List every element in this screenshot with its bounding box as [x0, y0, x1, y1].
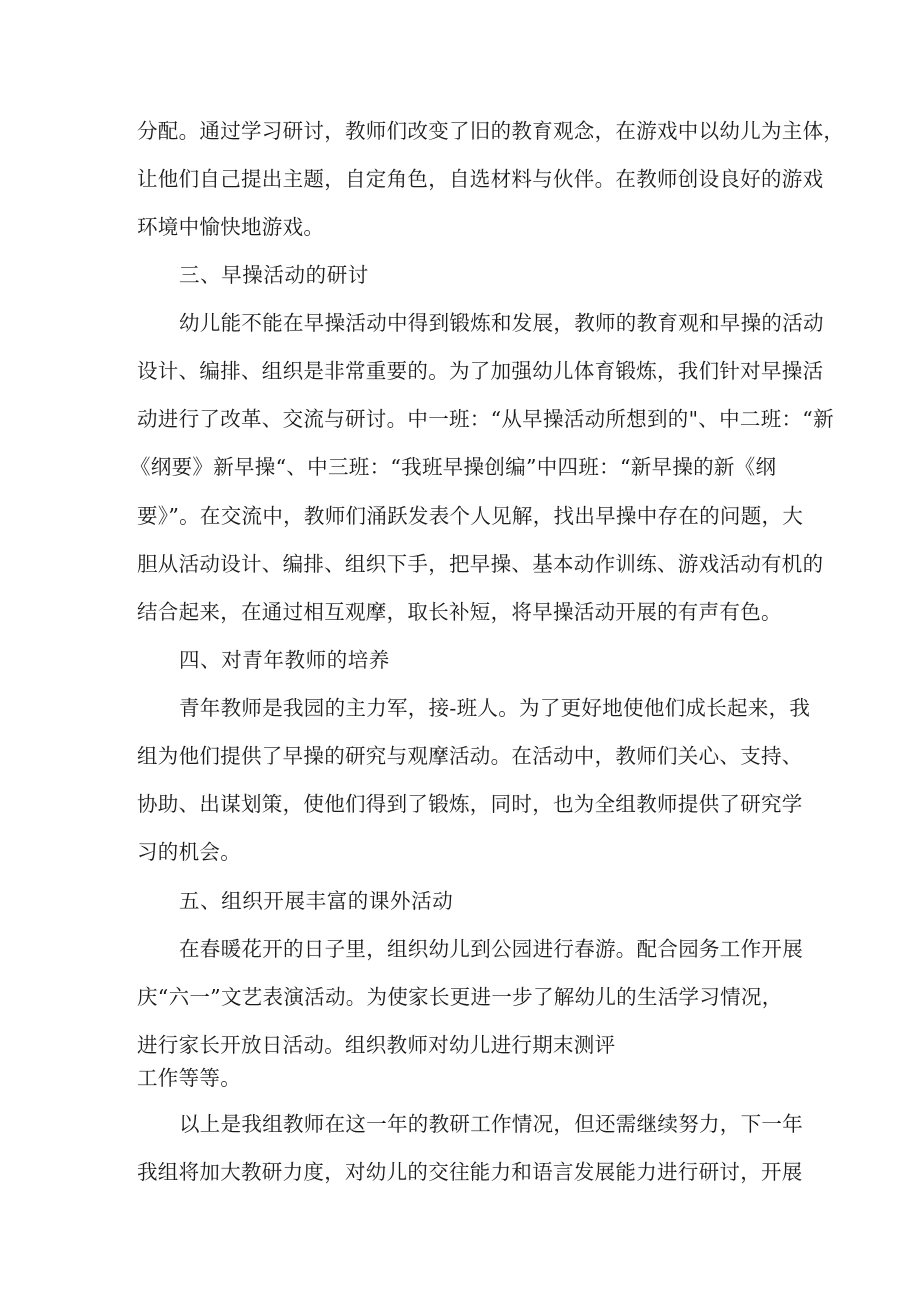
- paragraph-line: 组为他们提供了早操的研究与观摩活动。在活动中，教师们关心、支持、: [137, 744, 803, 768]
- paragraph-line: 青年教师是我园的主力军，接-班人。为了更好地使他们成长起来，我: [179, 696, 811, 720]
- paragraph-line: 庆“六一”文艺表演活动。为使家长更进一步了解幼儿的生活学习情况，: [137, 985, 783, 1009]
- paragraph-line: 我组将加大教研力度，对幼儿的交往能力和语言发展能力进行研讨，开展: [137, 1160, 803, 1184]
- paragraph-line: 分配。通过学习研讨，教师们改变了旧的教育观念，在游戏中以幼儿为主体，: [137, 119, 845, 143]
- paragraph-line: 工作等等。: [137, 1066, 241, 1090]
- paragraph-line: 习的机会。: [137, 840, 241, 864]
- section-heading: 三、早操活动的研讨: [179, 263, 369, 287]
- paragraph-line: 幼儿能不能在早操活动中得到锻炼和发展，教师的教育观和早操的活动: [179, 311, 824, 335]
- paragraph-line: 胆从活动设计、编排、组织下手，把早操、基本动作训练、游戏活动有机的: [137, 552, 824, 576]
- section-heading: 五、组织开展丰富的课外活动: [179, 889, 454, 913]
- paragraph-line: 结合起来，在通过相互观摩，取长补短，将早操活动开展的有声有色。: [137, 600, 782, 624]
- paragraph-line: 动进行了改革、交流与研讨。中一班：“从早操活动所想到的"、中二班：“新: [137, 407, 834, 431]
- paragraph-line: 在春暖花开的日子里，组织幼儿到公园进行春游。配合园务工作开展: [179, 937, 803, 961]
- paragraph-line: 协助、出谋划策，使他们得到了锻炼，同时，也为全组教师提供了研究学: [137, 792, 803, 816]
- paragraph-line: 《纲要》新早操“、中三班：“我班早操创编”中四班：“新早操的新《纲: [130, 455, 777, 479]
- section-heading: 四、对青年教师的培养: [179, 648, 390, 672]
- paragraph-line: 要》”。在交流中，教师们涌跃发表个人见解，找出早操中存在的问题，大: [137, 504, 804, 528]
- paragraph-line: 让他们自己提出主题，自定角色，自选材料与伙伴。在教师创设良好的游戏: [137, 167, 824, 191]
- paragraph-line: 进行家长开放日活动。组织教师对幼儿进行期末测评: [137, 1033, 616, 1057]
- paragraph-line: 环境中愉快地游戏。: [137, 215, 325, 239]
- paragraph-line: 以上是我组教师在这一年的教研工作情况，但还需继续努力，下一年: [179, 1112, 803, 1136]
- paragraph-line: 设计、编排、组织是非常重要的。为了加强幼儿体育锻炼，我们针对早操活: [137, 359, 824, 383]
